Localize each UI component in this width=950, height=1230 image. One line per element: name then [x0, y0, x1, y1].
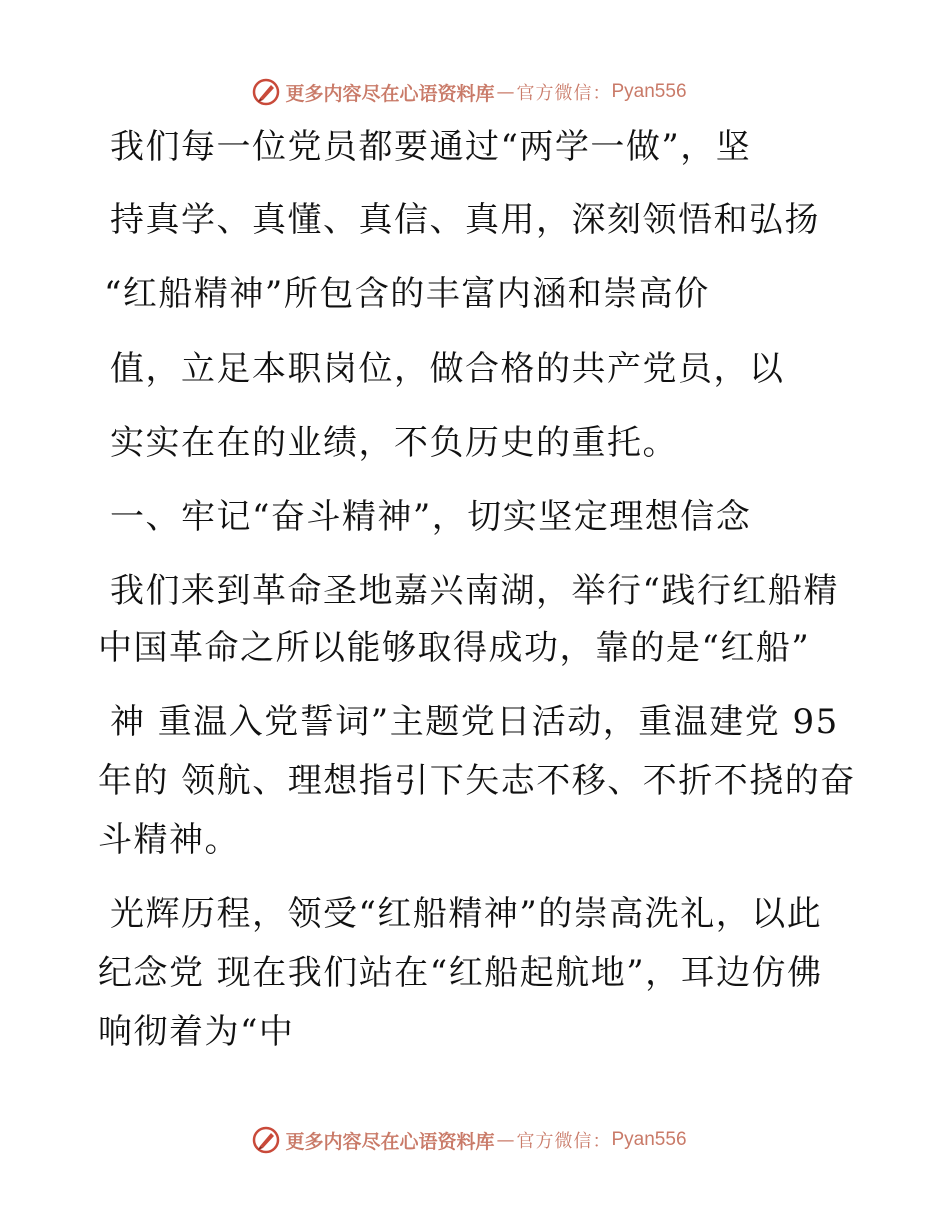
header-watermark — [0, 72, 950, 112]
body-line: 年的 领航、理想指引下矢志不移、不折不挠的奋 — [98, 761, 856, 801]
body-line: 我们来到革命圣地嘉兴南湖，举行“践行红船精 — [110, 571, 839, 611]
body-line: 持真学、真懂、真信、真用，深刻领悟和弘扬 — [110, 200, 820, 240]
watermark-account-id: Pyan556 — [611, 1129, 687, 1150]
body-line: 值，立足本职岗位，做合格的共产党员，以 — [110, 349, 785, 389]
pen-logo-icon — [251, 77, 281, 107]
body-line: “红船精神”所包含的丰富内涵和崇高价 — [104, 274, 710, 314]
body-line: 实实在在的业绩，不负历史的重托。 — [110, 423, 678, 463]
body-line: 纪念党 现在我们站在“红船起航地”，耳边仿佛 — [98, 953, 823, 993]
body-line: 响彻着为“中 — [98, 1012, 295, 1052]
pen-logo-icon — [251, 1125, 281, 1155]
watermark-dash: — — [496, 81, 515, 103]
watermark-site-text: 更多内容尽在心语资料库 — [285, 82, 495, 105]
watermark-account-id: Pyan556 — [611, 81, 687, 102]
body-line: 斗精神。 — [98, 820, 240, 860]
section-heading: 一、牢记“奋斗精神”，切实坚定理想信念 — [110, 497, 752, 537]
watermark-site-text: 更多内容尽在心语资料库 — [285, 1130, 495, 1153]
body-line: 我们每一位党员都要通过“两学一做”，坚 — [110, 127, 752, 167]
body-line: 神 重温入党誓词”主题党日活动，重温建党 95 — [110, 702, 839, 742]
body-line: 中国革命之所以能够取得成功，靠的是“红船” — [98, 628, 811, 668]
footer-watermark — [0, 1120, 950, 1160]
watermark-dash: — — [496, 1129, 515, 1151]
watermark-label: 官方微信： — [516, 83, 612, 104]
body-line: 光辉历程，领受“红船精神”的崇高洗礼，以此 — [110, 894, 823, 934]
watermark-label: 官方微信： — [516, 1131, 612, 1152]
